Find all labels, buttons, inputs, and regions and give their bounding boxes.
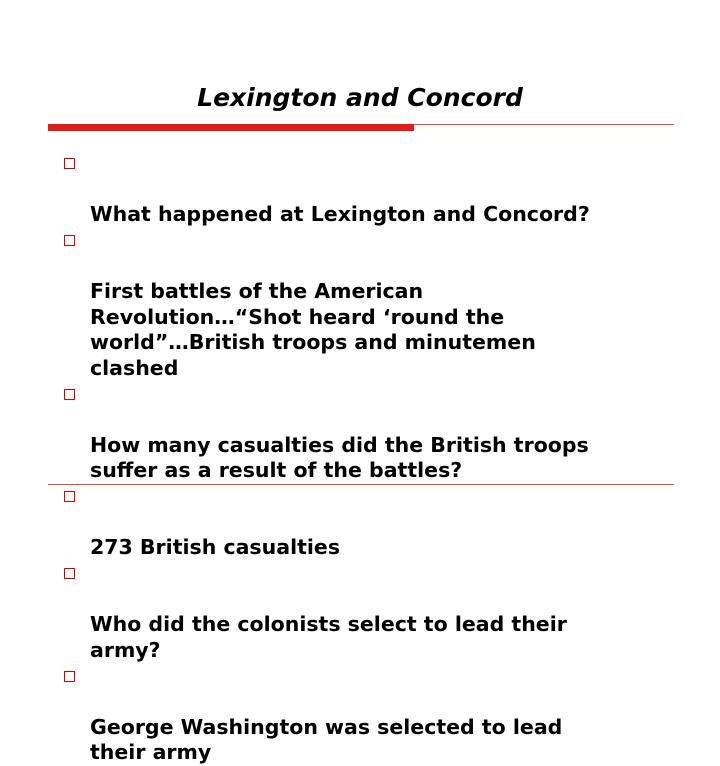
bullet-text: First battles of the American Revolution…“Shot heard ‘round the world”…British troops and minutemen clashed bbox=[90, 279, 536, 380]
square-bullet-icon bbox=[64, 568, 75, 579]
list-item bbox=[64, 561, 694, 663]
footer-divider-line bbox=[48, 484, 674, 485]
square-bullet-icon bbox=[64, 235, 75, 246]
title-accent-bar bbox=[48, 124, 414, 131]
title-divider-line bbox=[414, 124, 674, 125]
square-bullet-icon bbox=[64, 491, 75, 502]
square-bullet-icon bbox=[64, 158, 75, 169]
list-item bbox=[64, 228, 694, 381]
bullet-list bbox=[64, 151, 694, 766]
bullet-text: 273 British casualties bbox=[90, 535, 341, 559]
square-bullet-icon bbox=[64, 671, 75, 682]
bullet-text: Who did the colonists select to lead their army? bbox=[90, 612, 567, 662]
bullet-text: How many casualties did the British troops suffer as a result of the battles? bbox=[90, 432, 589, 482]
list-item bbox=[64, 382, 694, 484]
bullet-text: What happened at Lexington and Concord? bbox=[90, 202, 590, 226]
slide-title: Lexington and Concord bbox=[197, 83, 523, 112]
list-item bbox=[64, 664, 694, 766]
list-item bbox=[64, 151, 694, 228]
square-bullet-icon bbox=[64, 389, 75, 400]
list-item bbox=[64, 484, 694, 561]
bullet-text: George Washington was selected to lead their army bbox=[90, 714, 563, 764]
